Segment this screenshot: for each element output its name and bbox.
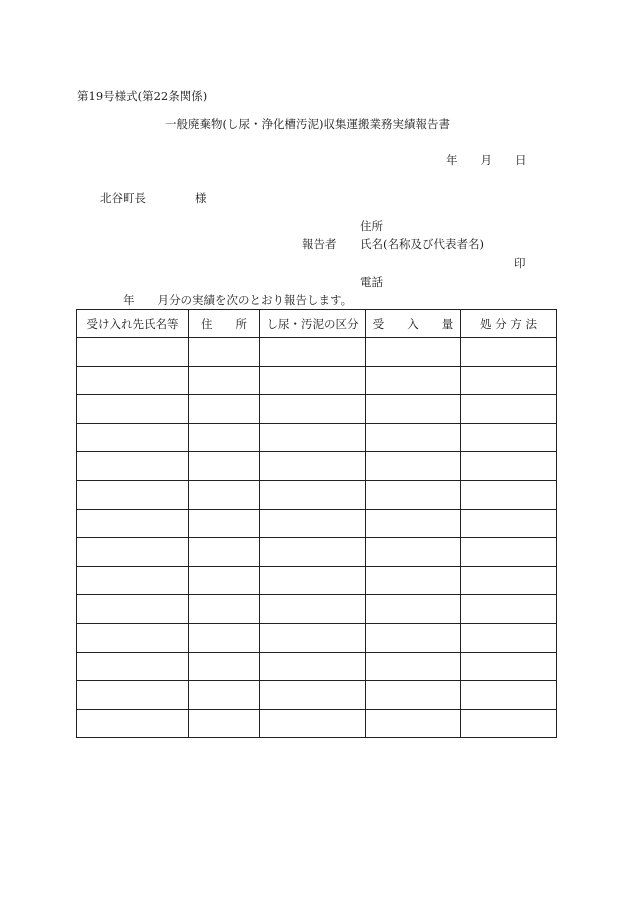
form-number: 第19号様式(第22条関係) bbox=[77, 89, 208, 103]
category-cell[interactable] bbox=[260, 709, 366, 738]
quantity-cell[interactable] bbox=[366, 595, 461, 624]
date-line: 年 月 日 bbox=[446, 153, 527, 167]
honorific: 様 bbox=[195, 191, 207, 205]
table-row bbox=[77, 366, 557, 395]
category-cell[interactable] bbox=[260, 595, 366, 624]
header-quantity: 受 入 量 bbox=[366, 310, 461, 338]
address-cell[interactable] bbox=[189, 395, 260, 424]
disposal-method-cell[interactable] bbox=[461, 652, 557, 681]
disposal-method-cell[interactable] bbox=[461, 681, 557, 710]
disposal-method-cell[interactable] bbox=[461, 338, 557, 367]
address-label: 住所 bbox=[360, 219, 383, 233]
table-row bbox=[77, 681, 557, 710]
disposal-method-cell[interactable] bbox=[461, 452, 557, 481]
header-recipient: 受け入れ先氏名等 bbox=[77, 310, 189, 338]
quantity-cell[interactable] bbox=[366, 538, 461, 567]
table-row bbox=[77, 423, 557, 452]
disposal-method-cell[interactable] bbox=[461, 566, 557, 595]
recipient-cell[interactable] bbox=[77, 338, 189, 367]
recipient-cell[interactable] bbox=[77, 566, 189, 595]
address-cell[interactable] bbox=[189, 452, 260, 481]
address-cell[interactable] bbox=[189, 623, 260, 652]
recipient-cell[interactable] bbox=[77, 452, 189, 481]
recipient-cell[interactable] bbox=[77, 652, 189, 681]
address-cell[interactable] bbox=[189, 509, 260, 538]
address-cell[interactable] bbox=[189, 480, 260, 509]
table-row bbox=[77, 595, 557, 624]
table-row bbox=[77, 338, 557, 367]
disposal-method-cell[interactable] bbox=[461, 366, 557, 395]
address-cell[interactable] bbox=[189, 709, 260, 738]
reporter-label: 報告者 bbox=[302, 237, 337, 251]
recipient-cell[interactable] bbox=[77, 480, 189, 509]
address-cell[interactable] bbox=[189, 366, 260, 395]
seal-mark: 印 bbox=[514, 256, 526, 270]
recipient-cell[interactable] bbox=[77, 395, 189, 424]
addressee: 北谷町長 bbox=[100, 191, 146, 205]
recipient-cell[interactable] bbox=[77, 423, 189, 452]
category-cell[interactable] bbox=[260, 423, 366, 452]
table-row bbox=[77, 709, 557, 738]
address-cell[interactable] bbox=[189, 338, 260, 367]
recipient-cell[interactable] bbox=[77, 681, 189, 710]
table-row bbox=[77, 623, 557, 652]
name-label: 氏名(名称及び代表者名) bbox=[360, 237, 484, 251]
header-address: 住 所 bbox=[189, 310, 260, 338]
quantity-cell[interactable] bbox=[366, 338, 461, 367]
table-row bbox=[77, 509, 557, 538]
category-cell[interactable] bbox=[260, 681, 366, 710]
table-row bbox=[77, 395, 557, 424]
recipient-cell[interactable] bbox=[77, 538, 189, 567]
quantity-cell[interactable] bbox=[366, 623, 461, 652]
disposal-method-cell[interactable] bbox=[461, 480, 557, 509]
header-disposal-method: 処 分 方 法 bbox=[461, 310, 557, 338]
disposal-method-cell[interactable] bbox=[461, 423, 557, 452]
quantity-cell[interactable] bbox=[366, 452, 461, 481]
quantity-cell[interactable] bbox=[366, 509, 461, 538]
quantity-cell[interactable] bbox=[366, 652, 461, 681]
table-row bbox=[77, 652, 557, 681]
quantity-cell[interactable] bbox=[366, 395, 461, 424]
quantity-cell[interactable] bbox=[366, 566, 461, 595]
recipient-cell[interactable] bbox=[77, 366, 189, 395]
table-row bbox=[77, 566, 557, 595]
report-table bbox=[76, 309, 557, 738]
disposal-method-cell[interactable] bbox=[461, 623, 557, 652]
table-header-row bbox=[77, 310, 557, 338]
header-category: し尿・汚泥の区分 bbox=[260, 310, 366, 338]
address-cell[interactable] bbox=[189, 423, 260, 452]
category-cell[interactable] bbox=[260, 652, 366, 681]
category-cell[interactable] bbox=[260, 566, 366, 595]
recipient-cell[interactable] bbox=[77, 595, 189, 624]
quantity-cell[interactable] bbox=[366, 366, 461, 395]
disposal-method-cell[interactable] bbox=[461, 509, 557, 538]
table-body bbox=[77, 338, 557, 738]
disposal-method-cell[interactable] bbox=[461, 538, 557, 567]
quantity-cell[interactable] bbox=[366, 709, 461, 738]
recipient-cell[interactable] bbox=[77, 623, 189, 652]
category-cell[interactable] bbox=[260, 480, 366, 509]
disposal-method-cell[interactable] bbox=[461, 595, 557, 624]
category-cell[interactable] bbox=[260, 395, 366, 424]
quantity-cell[interactable] bbox=[366, 681, 461, 710]
address-cell[interactable] bbox=[189, 566, 260, 595]
table-row bbox=[77, 480, 557, 509]
disposal-method-cell[interactable] bbox=[461, 395, 557, 424]
intro-text: 年 月分の実績を次のとおり報告します。 bbox=[123, 293, 353, 307]
category-cell[interactable] bbox=[260, 366, 366, 395]
address-cell[interactable] bbox=[189, 681, 260, 710]
address-cell[interactable] bbox=[189, 652, 260, 681]
phone-label: 電話 bbox=[360, 275, 383, 289]
category-cell[interactable] bbox=[260, 623, 366, 652]
address-cell[interactable] bbox=[189, 538, 260, 567]
disposal-method-cell[interactable] bbox=[461, 709, 557, 738]
category-cell[interactable] bbox=[260, 338, 366, 367]
quantity-cell[interactable] bbox=[366, 423, 461, 452]
recipient-cell[interactable] bbox=[77, 709, 189, 738]
category-cell[interactable] bbox=[260, 538, 366, 567]
category-cell[interactable] bbox=[260, 452, 366, 481]
category-cell[interactable] bbox=[260, 509, 366, 538]
quantity-cell[interactable] bbox=[366, 480, 461, 509]
table-row bbox=[77, 452, 557, 481]
address-cell[interactable] bbox=[189, 595, 260, 624]
recipient-cell[interactable] bbox=[77, 509, 189, 538]
document-title: 一般廃棄物(し尿・浄化槽汚泥)収集運搬業務実績報告書 bbox=[165, 117, 450, 131]
table-row bbox=[77, 538, 557, 567]
